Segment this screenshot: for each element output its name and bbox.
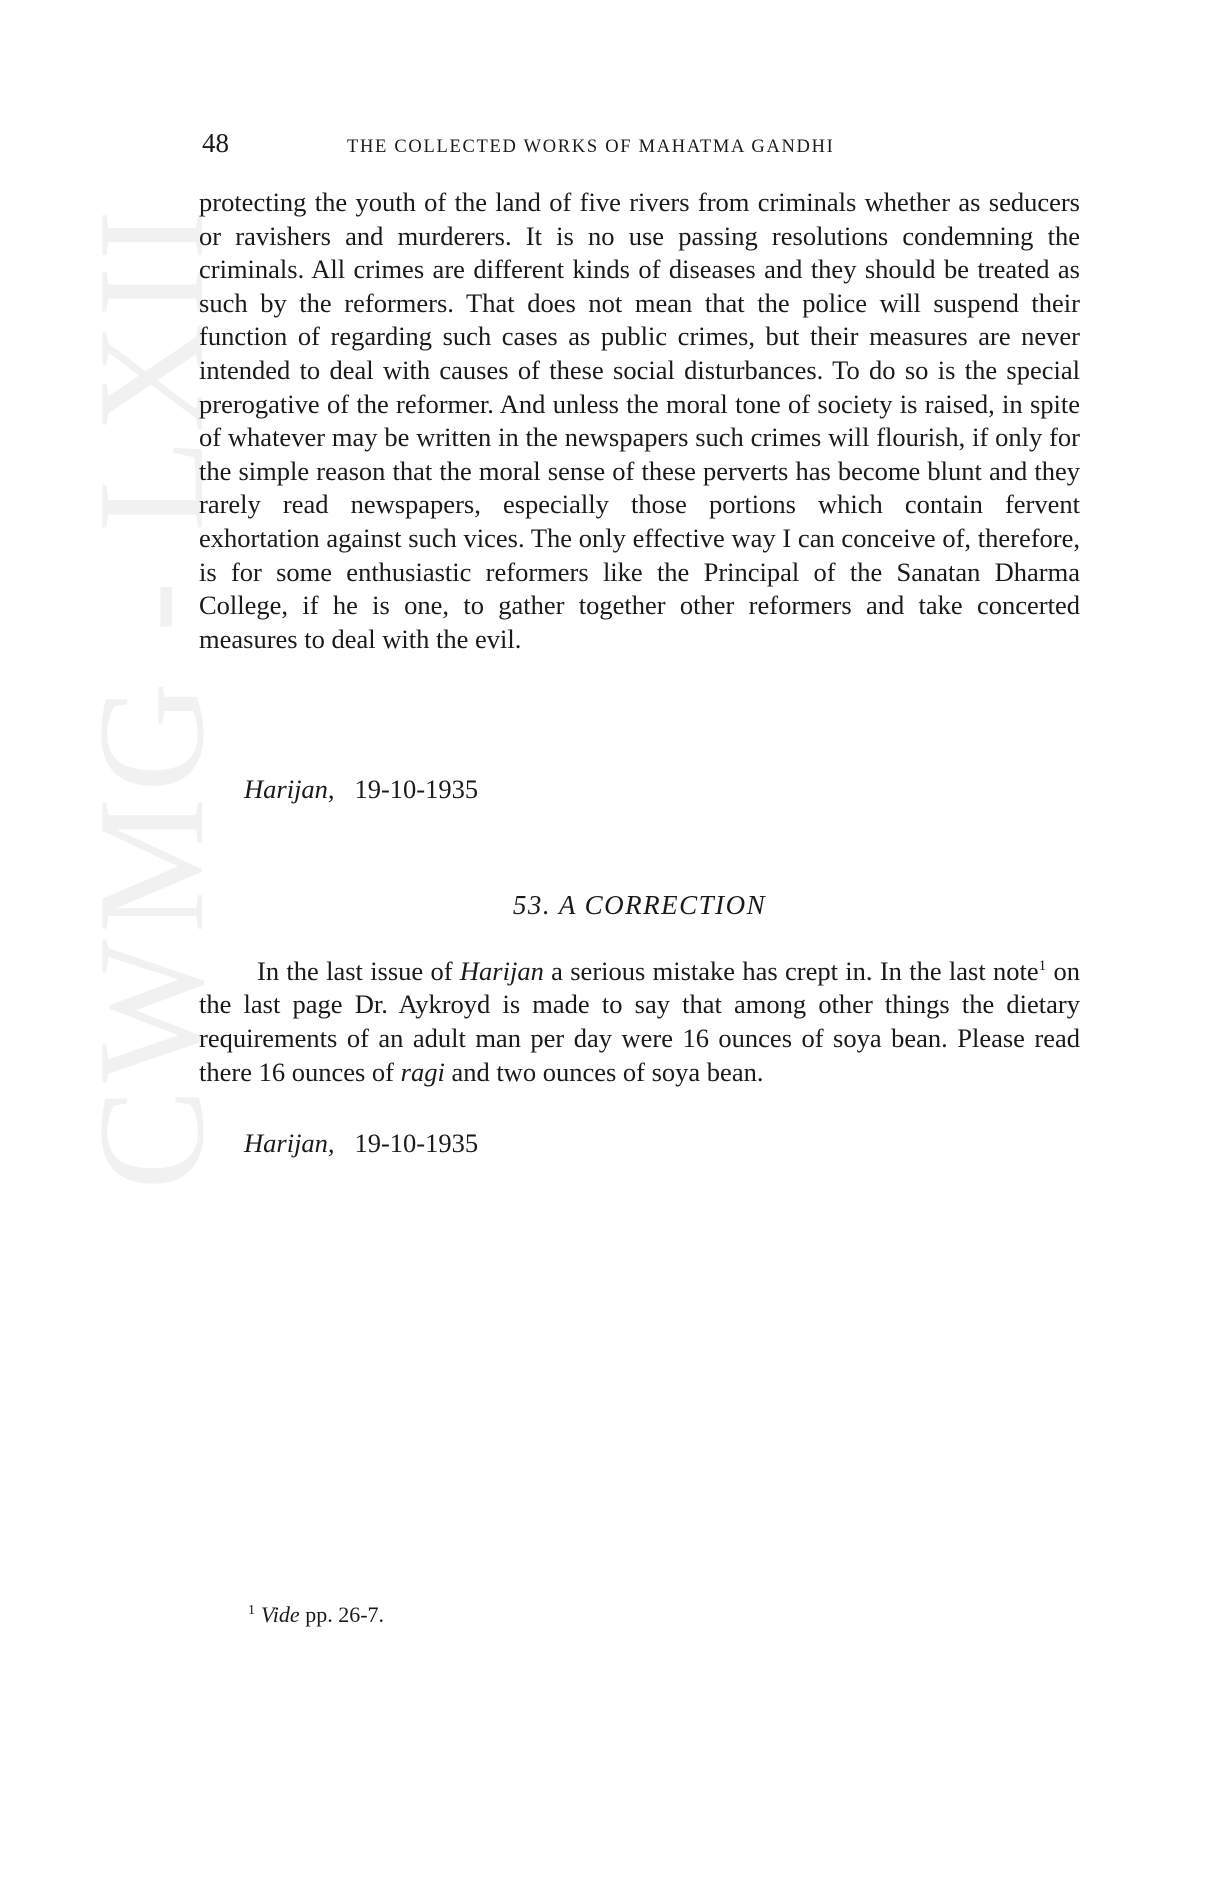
citation-source: Harijan, xyxy=(244,774,335,804)
section-text-a: In the last issue of xyxy=(257,955,460,986)
footnote-vide: Vide xyxy=(261,1602,300,1627)
running-head: THE COLLECTED WORKS OF MAHATMA GANDHI xyxy=(347,137,835,157)
watermark: CWMG - LXII xyxy=(67,203,235,1190)
citation xyxy=(244,1128,478,1159)
section-text-c: a serious mistake has crept in. In the last note xyxy=(543,955,1039,986)
section-harijan: Harijan xyxy=(459,955,544,986)
paragraph: protecting the youth of the land of five rivers from criminals whether as seducers or ravishers and murderers. It is no use passing resolutions condemning the criminals. All crimes are different kinds of diseases and they should be treated as such by the reformers. That does not mean that the police will suspend their function of regarding such cases as public crimes, but their measures are never intended to deal with causes of these social disturbances. To do so is the special prerogative of the reformer. And unless the moral tone of society is raised, in spite of whatever may be written in the newspapers such crimes will flourish, if only for the simple reason that the moral sense of these perverts has become blunt and they rarely read newspapers, especially those portions which contain fervent exhortation against such vices. The only effective way I can conceive of, therefore, is for some enthusiastic reformers like the Principal of the Sanatan Dharma College, if he is one, to gather together other reformers and take concerted measures to deal with the evil. xyxy=(199,187,1080,654)
footnote-number: 1 xyxy=(248,1602,255,1618)
citation-date: 19-10-1935 xyxy=(354,1128,479,1158)
page-header xyxy=(202,128,1082,168)
section-text-f: and two ounces of soya bean. xyxy=(444,1056,764,1087)
section-body xyxy=(199,950,1080,1089)
section-paragraph xyxy=(199,950,1080,1089)
page-number: 48 xyxy=(202,128,229,158)
section-title: 53. A CORRECTION xyxy=(512,890,767,920)
citation-date: 19-10-1935 xyxy=(354,774,479,804)
citation xyxy=(244,774,478,805)
footnote-ref: pp. 26-7. xyxy=(305,1602,385,1627)
section-ragi: ragi xyxy=(400,1056,445,1087)
footnote xyxy=(248,1602,384,1628)
footnote-marker: 1 xyxy=(1038,958,1047,974)
section-text-d: on the last page Dr. Aykroyd is made to say that among other things the dietary requirements of an adult man per day were 16 ounces of soya bean. Please read there 16 ounces of xyxy=(199,955,1080,1087)
citation-source: Harijan, xyxy=(244,1128,335,1158)
body-text xyxy=(199,186,1080,656)
